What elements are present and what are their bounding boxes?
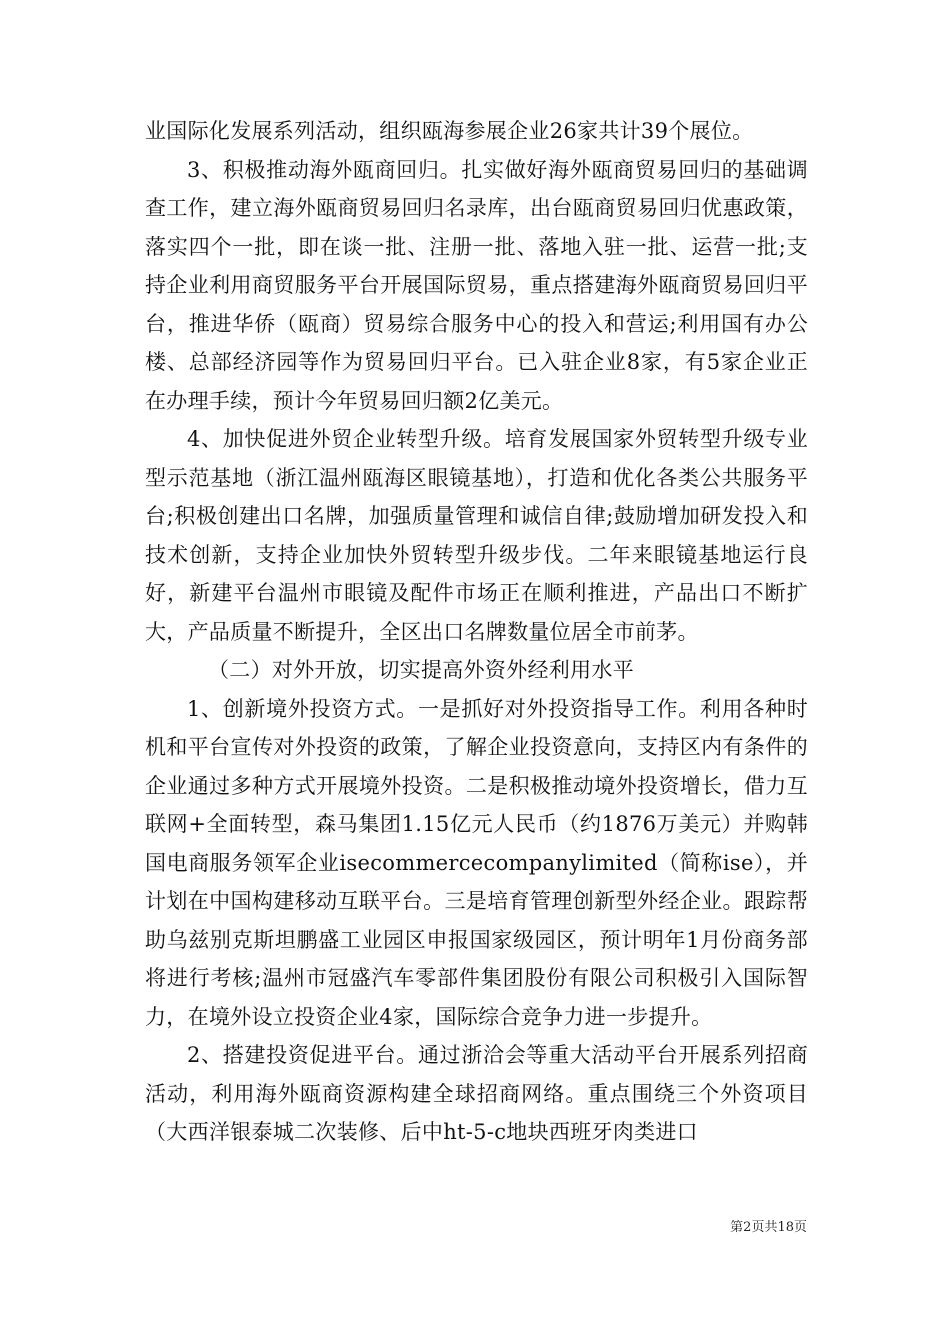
section-heading: （二）对外开放，切实提高外资外经利用水平 (208, 658, 634, 682)
paragraph-investment-platform: 2、搭建投资促进平台。通过浙洽会等重大活动平台开展系列招商活动，利用海外瓯商资源构建全球招商网络。重点围绕三个外资项目（大西洋银泰城二次装修、后中ht-5-c地块西班牙肉类进口 (145, 1043, 808, 1144)
paragraph-trade-transformation: 4、加快促进外贸企业转型升级。培育发展国家外贸转型升级专业型示范基地（浙江温州瓯海区眼镜基地），打造和优化各类公共服务平台;积极创建出口名牌，加强质量管理和诚信自律;鼓励增加研发投入和技术创新，支持企业加快外贸转型升级步伐。二年来眼镜基地运行良好，新建平台温州市眼镜及配件市场正在顺利推进，产品出口不断扩大，产品质量不断提升，全区出口名牌数量位居全市前茅。 (145, 427, 808, 644)
document-body (145, 112, 808, 1152)
paragraph-overseas-merchants-return: 3、积极推动海外瓯商回归。扎实做好海外瓯商贸易回归的基础调查工作，建立海外瓯商贸易回归名录库，出台瓯商贸易回归优惠政策，落实四个一批，即在谈一批、注册一批、落地入驻一批、运营一批;支持企业利用商贸服务平台开展国际贸易，重点搭建海外瓯商贸易回归平台，推进华侨（瓯商）贸易综合服务中心的投入和营运;利用国有办公楼、总部经济园等作为贸易回归平台。已入驻企业8家，有5家企业正在办理手续，预计今年贸易回归额2亿美元。 (145, 157, 808, 413)
paragraph-overseas-investment: 1、创新境外投资方式。一是抓好对外投资指导工作。利用各种时机和平台宣传对外投资的政策，了解企业投资意向，支持区内有条件的企业通过多种方式开展境外投资。二是积极推动境外投资增长，借力互联网+全面转型，森马集团1.15亿元人民币（约1876万美元）并购韩国电商服务领军企业isecommercecompanylimited（简称ise），并计划在中国构建移动互联平台。三是培育管理创新型外经企业。跟踪帮助乌兹别克斯坦鹏盛工业园区申报国家级园区，预计明年1月份商务部将进行考核;温州市冠盛汽车零部件集团股份有限公司积极引入国际智力，在境外设立投资企业4家，国际综合竞争力进一步提升。 (145, 696, 808, 1029)
paragraph-continuation: 业国际化发展系列活动，组织瓯海参展企业26家共计39个展位。 (145, 119, 754, 143)
page-footer: 第2页共18页 (730, 1220, 807, 1235)
